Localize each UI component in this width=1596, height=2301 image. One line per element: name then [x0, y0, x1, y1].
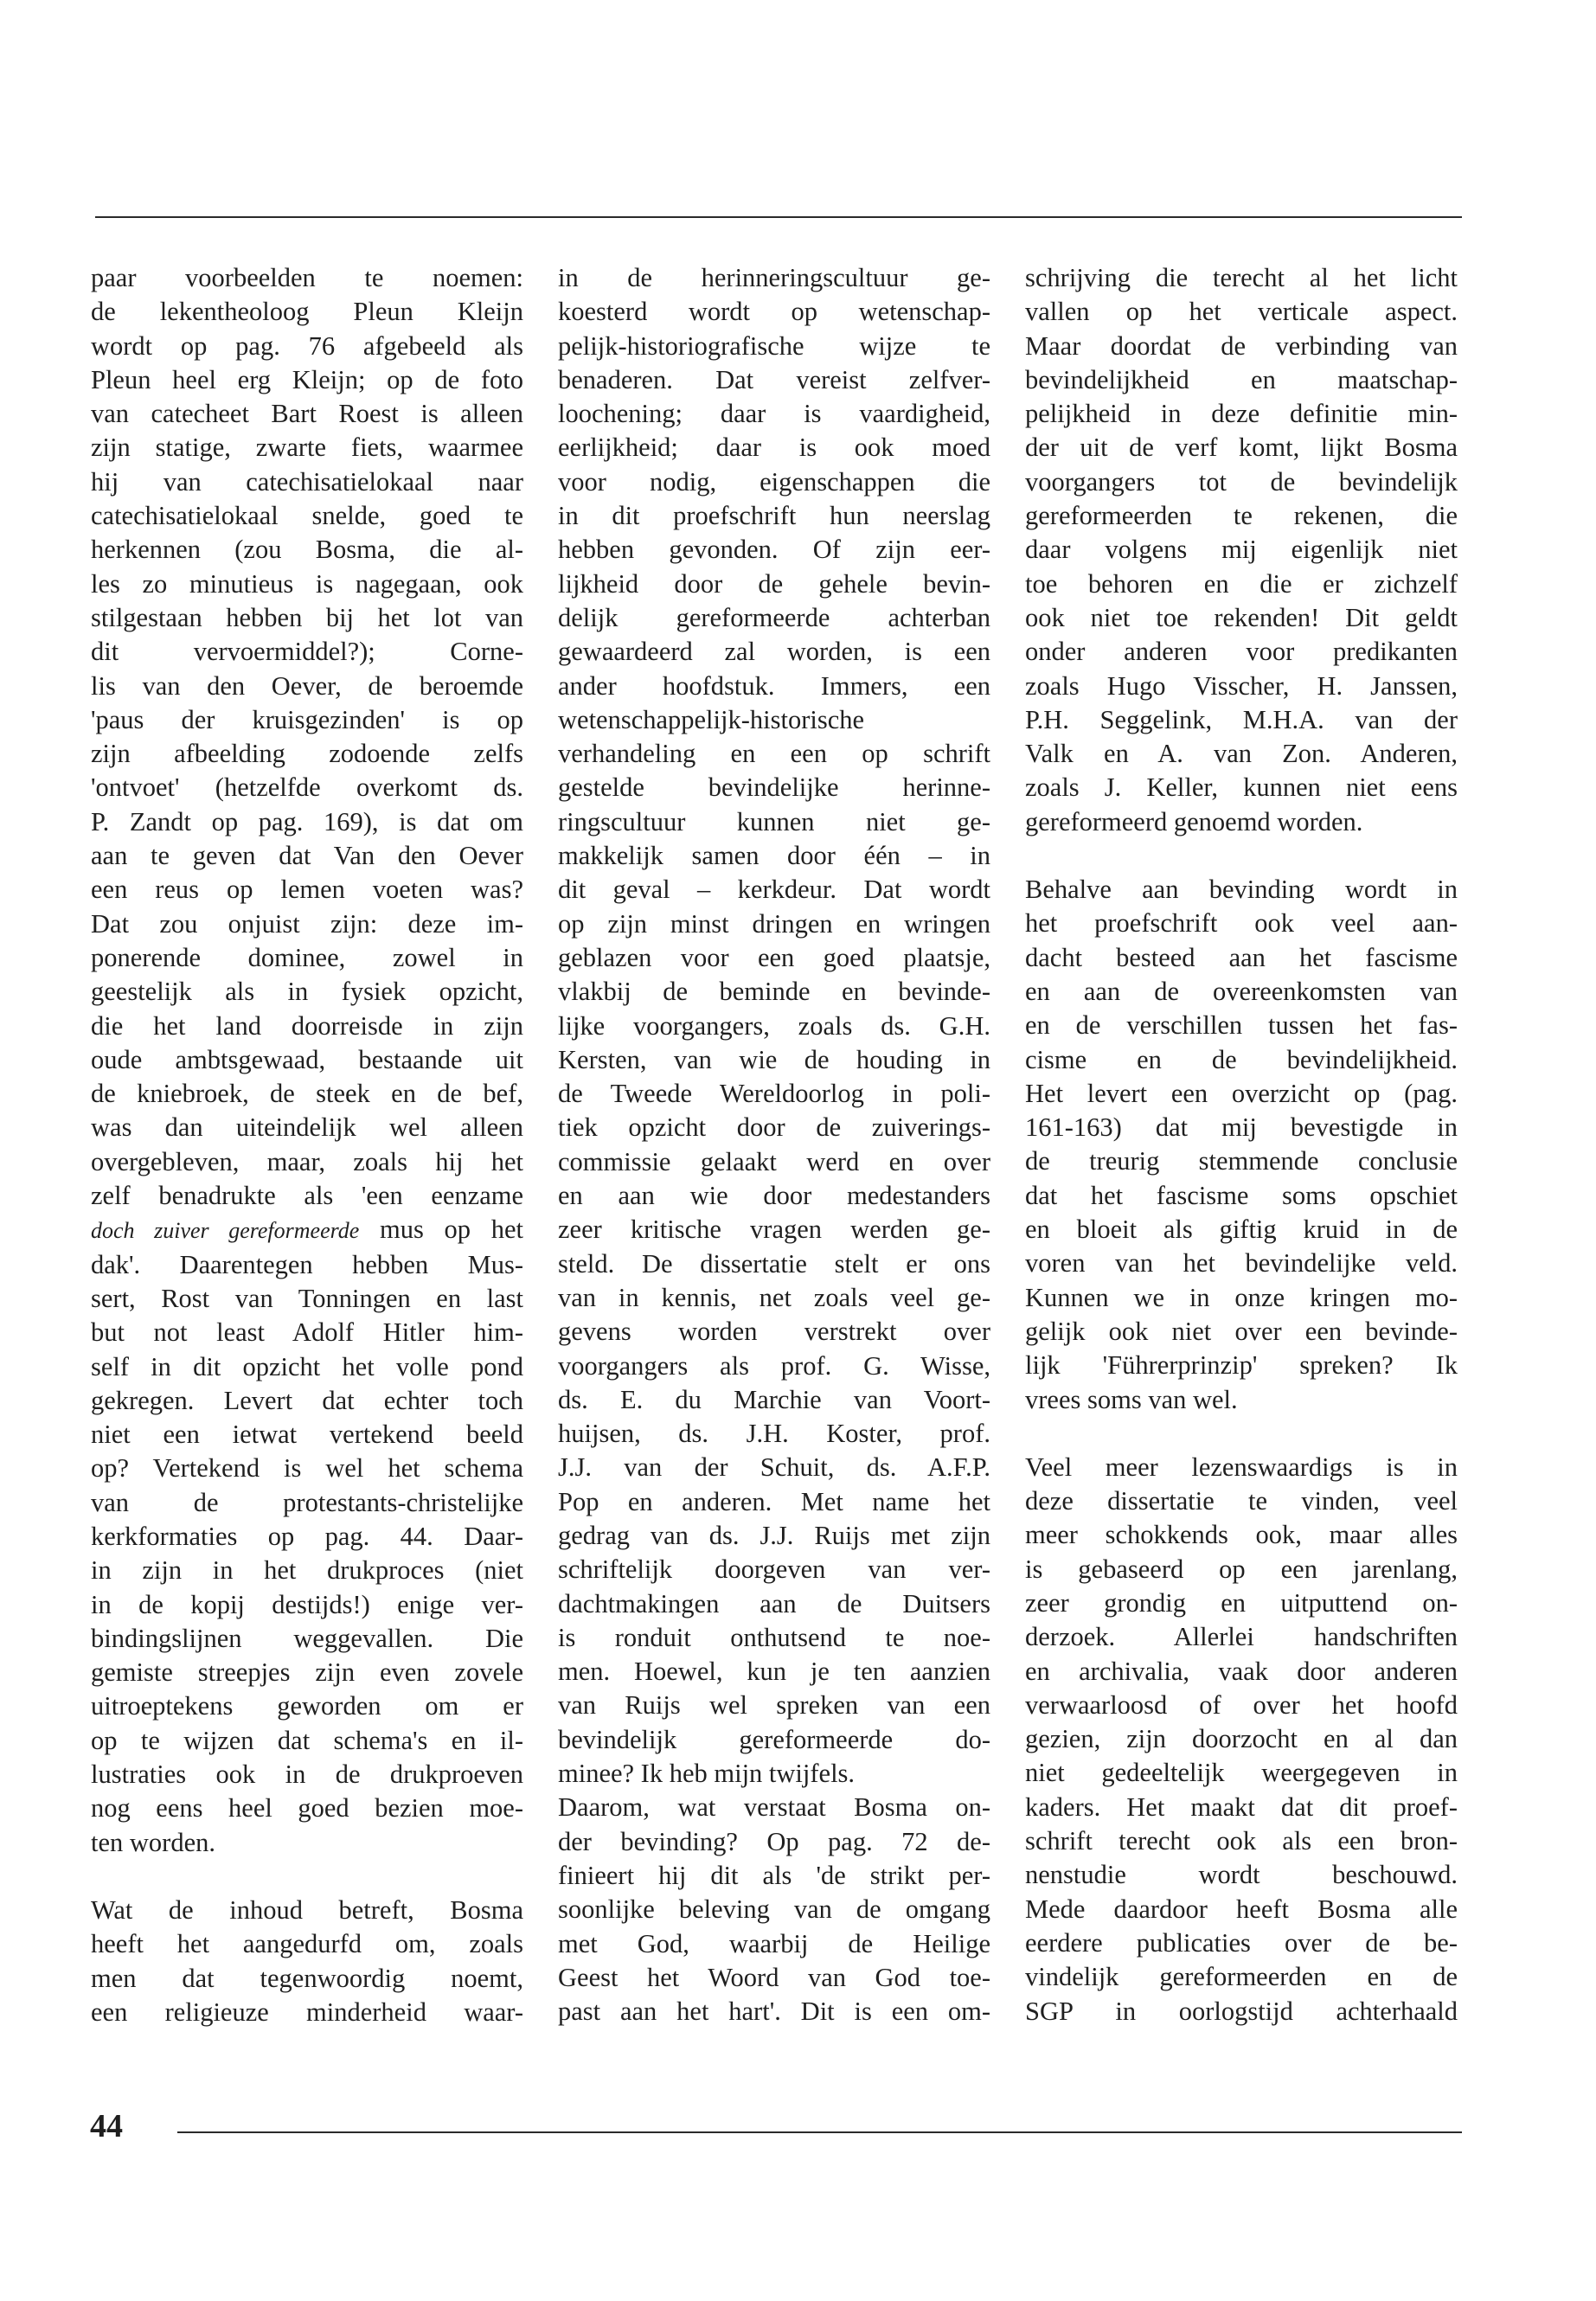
text-line: zoals Hugo Visscher, H. Janssen, [1025, 670, 1458, 701]
text-line: zijn statige, zwarte fiets, waarmee [91, 433, 523, 463]
text-line: P. Zandt op pag. 169), is dat om [91, 806, 523, 836]
text-line: van in kennis, net zoals veel ge- [558, 1282, 990, 1312]
text-line: makkelijk samen door één – in [558, 841, 990, 871]
text-line: onder anderen voor predikanten [1025, 637, 1458, 667]
text-line: toe behoren en die er zichzelf [1025, 568, 1458, 599]
text-line: de lekentheoloog Pleun Kleijn [91, 297, 523, 327]
text-line: vallen op het verticale aspect. [1025, 297, 1458, 327]
paragraph [91, 261, 523, 1860]
text-line: gedrag van ds. J.J. Ruijs met zijn [558, 1520, 990, 1550]
text-line: dachtmakingen aan de Duitsers [558, 1588, 990, 1618]
text-line: dacht besteed aan het fascisme [1025, 942, 1458, 972]
text-line: de Tweede Wereldoorlog in poli- [558, 1079, 990, 1109]
text-line: delijk gereformeerde achterban [558, 602, 990, 632]
text-line: het proefschrift ook veel aan- [1025, 908, 1458, 939]
text-line: 'ontvoet' (hetzelfde overkomt ds. [91, 772, 523, 803]
text-line: gereformeerd genoemd worden. [1025, 806, 1363, 836]
paragraph [558, 1791, 990, 2029]
text-line: lijkheid door de gehele bevin- [558, 568, 990, 599]
text-line: eerlijkheid; daar is ook moed [558, 433, 990, 463]
text-line: pelijkheid in deze definitie min- [1025, 399, 1458, 429]
page-number: 44 [90, 2108, 123, 2144]
text-line: geestelijk als in fysiek opzicht, [91, 977, 523, 1007]
text-line: in de kopij destijds!) enige ver- [91, 1589, 523, 1619]
text-line: doch zuiver gereformeerde mus op het [91, 1215, 523, 1245]
text-line: self in dit opzicht het volle pond [91, 1351, 523, 1381]
text-line: gemiste streepjes zijn even zovele [91, 1657, 523, 1688]
text-line: J.J. van der Schuit, ds. A.F.P. [558, 1452, 990, 1483]
text-line: zeer grondig en uitputtend on- [1025, 1587, 1458, 1618]
text-line: lijk 'Führerprinzip' spreken? Ik [1025, 1350, 1458, 1381]
text-line: gevens worden verstrekt over [558, 1317, 990, 1347]
text-line: huijsen, ds. J.H. Koster, prof. [558, 1419, 990, 1449]
paragraph [91, 1894, 523, 2029]
paragraph [1025, 873, 1458, 1417]
text-line: uitroeptekens geworden om er [91, 1691, 523, 1721]
text-line: oude ambtsgewaad, bestaande uit [91, 1044, 523, 1074]
text-line: voor nodig, eigenschappen die [558, 466, 990, 497]
text-line: zeer kritische vragen werden ge- [558, 1215, 990, 1245]
text-line: SGP in oorlogstijd achterhaald [1025, 1996, 1458, 2026]
text-line: bindingslijnen weggevallen. Die [91, 1623, 523, 1653]
text-line: en bloeit als giftig kruid in de [1025, 1215, 1458, 1245]
paragraph [1025, 1451, 1458, 2029]
text-line: stilgestaan hebben bij het lot van [91, 602, 523, 632]
text-line: aan te geven dat Van den Oever [91, 841, 523, 871]
column-1 [91, 261, 523, 2029]
text-line: gereformeerden te rekenen, die [1025, 501, 1458, 531]
text-line: de treurig stemmende conclusie [1025, 1146, 1458, 1176]
text-line: kaders. Het maakt dat dit proef- [1025, 1791, 1458, 1822]
text-line: en archivalia, vaak door anderen [1025, 1656, 1458, 1686]
text-line: voorgangers als prof. G. Wisse, [558, 1350, 990, 1381]
header-rule [95, 216, 1462, 218]
text-line: geblazen voor een goed plaatsje, [558, 942, 990, 972]
text-line: die het land doorreisde in zijn [91, 1010, 523, 1041]
text-line: dak'. Daarentegen hebben Mus- [91, 1249, 523, 1279]
text-line: met God, waarbij de Heilige [558, 1928, 990, 1958]
text-line: Kersten, van wie de houding in [558, 1044, 990, 1074]
text-line: finieert hij dit als 'de strikt per- [558, 1860, 990, 1890]
text-line: de kniebroek, de steek en de bef, [91, 1079, 523, 1109]
text-line: der uit de verf komt, lijkt Bosma [1025, 433, 1458, 463]
text-line: cisme en de bevindelijkheid. [1025, 1044, 1458, 1074]
text-line: hij van catechisatielokaal naar [91, 466, 523, 497]
text-line: lustraties ook in de drukproeven [91, 1759, 523, 1790]
text-line: tiek opzicht door de zuiverings- [558, 1112, 990, 1143]
text-line: sert, Rost van Tonningen en last [91, 1283, 523, 1313]
text-line: Behalve aan bevinding wordt in [1025, 875, 1458, 905]
text-line: Wat de inhoud betreft, Bosma [91, 1894, 523, 1925]
text-line: Veel meer lezenswaardigs is in [1025, 1452, 1458, 1482]
text-line: op? Vertekend is wel het schema [91, 1453, 523, 1484]
text-line: zijn afbeelding zodoende zelfs [91, 739, 523, 769]
text-line: vindelijk gereformeerden en de [1025, 1962, 1458, 1992]
text-line: meer schokkends ook, maar alles [1025, 1520, 1458, 1550]
text-line: nog eens heel goed bezien moe- [91, 1793, 523, 1823]
text-line: verwaarloosd of over het hoofd [1025, 1689, 1458, 1720]
text-line: lijke voorgangers, zoals ds. G.H. [558, 1010, 990, 1041]
text-line: in dit proefschrift hun neerslag [558, 501, 990, 531]
text-line: in de herinneringscultuur ge- [558, 263, 990, 292]
text-line: is ronduit onthutsend te noe- [558, 1622, 990, 1652]
text-line: Geest het Woord van God toe- [558, 1962, 990, 1992]
text-line: Pop en anderen. Met name het [558, 1486, 990, 1516]
text-line: paar voorbeelden te noemen: [91, 263, 523, 292]
text-line: gekregen. Levert dat echter toch [91, 1385, 523, 1415]
text-line: gezien, zijn doorzocht en al dan [1025, 1724, 1458, 1754]
text-line: Daarom, wat verstaat Bosma on- [558, 1792, 990, 1823]
text-line: benaderen. Dat vereist zelfver- [558, 364, 990, 394]
text-line: 'paus der kruisgezinden' is op [91, 704, 523, 734]
text-line: kerkformaties op pag. 44. Daar- [91, 1521, 523, 1551]
text-line: gestelde bevindelijke herinne- [558, 772, 990, 803]
text-line: en aan de overeenkomsten van [1025, 976, 1458, 1006]
text-line: schriftelijk doorgeven van ver- [558, 1554, 990, 1585]
text-line: ander hoofdstuk. Immers, een [558, 670, 990, 701]
text-line: catechisatielokaal snelde, goed te [91, 501, 523, 531]
text-line: Valk en A. van Zon. Anderen, [1025, 739, 1458, 769]
text-line: is gebaseerd op een jarenlang, [1025, 1554, 1458, 1584]
text-line: en de verschillen tussen het fas- [1025, 1010, 1458, 1041]
text-line: overgebleven, maar, zoals hij het [91, 1146, 523, 1176]
text-line: vlakbij de beminde en bevinde- [558, 977, 990, 1007]
text-line: dit geval – kerkdeur. Dat wordt [558, 875, 990, 905]
text-line: but not least Adolf Hitler him- [91, 1317, 523, 1348]
text-line: 161-163) dat mij bevestigde in [1025, 1112, 1458, 1143]
text-line: op te wijzen dat schema's en il- [91, 1725, 523, 1755]
text-line: derzoek. Allerlei handschriften [1025, 1622, 1458, 1652]
text-line: op zijn minst dringen en wringen [558, 908, 990, 939]
text-line: ringscultuur kunnen niet ge- [558, 806, 990, 836]
text-line: dat het fascisme soms opschiet [1025, 1180, 1458, 1210]
text-line: wordt op pag. 76 afgebeeld als [91, 330, 523, 361]
text-line: lis van den Oever, de beroemde [91, 670, 523, 701]
text-line: soonlijke beleving van de omgang [558, 1894, 990, 1925]
text-line: herkennen (zou Bosma, die al- [91, 535, 523, 565]
text-line: les zo minutieus is nagegaan, ook [91, 568, 523, 599]
text-line: Pleun heel erg Kleijn; op de foto [91, 364, 523, 394]
column-2 [558, 261, 990, 2029]
text-line: voorgangers tot de bevindelijk [1025, 466, 1458, 497]
text-line: van Ruijs wel spreken van een [558, 1690, 990, 1721]
text-line: koesterd wordt op wetenschap- [558, 297, 990, 327]
text-line: nenstudie wordt beschouwd. [1025, 1860, 1458, 1890]
text-line: Kunnen we in onze kringen mo- [1025, 1282, 1458, 1312]
text-line: gelijk ook niet over een bevinde- [1025, 1316, 1458, 1346]
text-line: zelf benadrukte als 'een eenzame [91, 1181, 523, 1211]
text-line: Maar doordat de verbinding van [1025, 330, 1458, 361]
text-line: ponerende dominee, zowel in [91, 942, 523, 972]
text-line: der bevinding? Op pag. 72 de- [558, 1826, 990, 1856]
text-line: verhandeling en een op schrift [558, 739, 990, 769]
text-line: niet een ietwat vertekend beeld [91, 1420, 523, 1450]
text-line: past aan het hart'. Dit is een om- [558, 1997, 990, 2027]
text-line: zoals J. Keller, kunnen niet eens [1025, 772, 1458, 803]
text-line: voren van het bevindelijke veld. [1025, 1248, 1458, 1279]
text-line: commissie gelaakt werd en over [558, 1146, 990, 1176]
text-line: Mede daardoor heeft Bosma alle [1025, 1894, 1458, 1924]
text-line: Dat zou onjuist zijn: deze im- [91, 908, 523, 939]
text-line: daar volgens mij eigenlijk niet [1025, 535, 1458, 565]
text-line: dit vervoermiddel?); Corne- [91, 637, 523, 667]
text-line: pelijk-historiografische wijze te [558, 330, 990, 361]
text-line: P.H. Seggelink, M.H.A. van der [1025, 704, 1458, 734]
text-line: bevindelijkheid en maatschap- [1025, 364, 1458, 394]
text-line: van catecheet Bart Roest is alleen [91, 399, 523, 429]
text-line: heeft het aangedurfd om, zoals [91, 1929, 523, 1959]
column-3 [1025, 261, 1458, 2029]
footer-rule [177, 2131, 1462, 2133]
text-line: loochening; daar is vaardigheid, [558, 399, 990, 429]
text-line: schrijving die terecht al het licht [1025, 263, 1458, 292]
text-line: schrift terecht ook als een bron- [1025, 1826, 1458, 1856]
text-line: ds. E. du Marchie van Voort- [558, 1384, 990, 1414]
text-line: vrees soms van wel. [1025, 1384, 1238, 1414]
text-line: ten worden. [91, 1827, 215, 1857]
text-line: eerdere publicaties over de be- [1025, 1927, 1458, 1958]
text-line: van de protestants-christelijke [91, 1487, 523, 1517]
text-line: hebben gevonden. Of zijn eer- [558, 535, 990, 565]
text-line: ook niet toe rekenden! Dit geldt [1025, 602, 1458, 632]
text-line: minee? Ik heb mijn twijfels. [558, 1759, 856, 1789]
text-line: bevindelijk gereformeerde do- [558, 1724, 990, 1754]
text-line: in zijn in het drukproces (niet [91, 1555, 523, 1586]
text-line: men. Hoewel, kun je ten aanzien [558, 1657, 990, 1687]
text-line: men dat tegenwoordig noemt, [91, 1963, 523, 1993]
text-line: Het levert een overzicht op (pag. [1025, 1078, 1458, 1108]
paragraph [1025, 261, 1458, 839]
paragraph [558, 261, 990, 1791]
text-line: gewaardeerd zal worden, is een [558, 637, 990, 667]
text-line: een reus op lemen voeten was? [91, 875, 523, 905]
text-line: een religieuze minderheid waar- [91, 1997, 523, 2027]
text-line: steld. De dissertatie stelt er ons [558, 1248, 990, 1279]
text-line: wetenschappelijk-historische [558, 704, 865, 734]
text-line: was dan uiteindelijk wel alleen [91, 1112, 523, 1143]
text-line: en aan wie door medestanders [558, 1181, 990, 1211]
text-line: niet gedeeltelijk weergegeven in [1025, 1758, 1458, 1788]
text-line: deze dissertatie te vinden, veel [1025, 1486, 1458, 1516]
